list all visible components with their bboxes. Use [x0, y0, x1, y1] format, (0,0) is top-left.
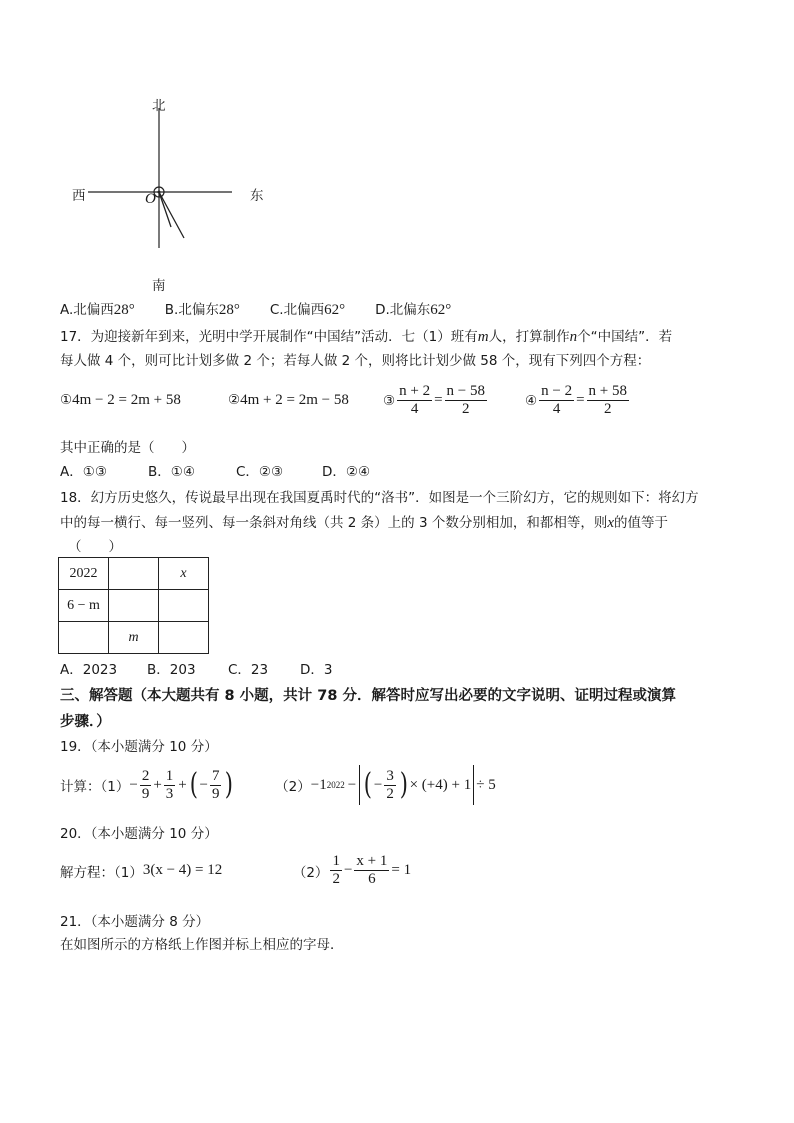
q16-option-b: B.北偏东28°	[164, 302, 240, 318]
origin-label: O	[145, 191, 156, 207]
q20-header: 20．（本小题满分 10 分）	[60, 826, 218, 842]
magic-square	[58, 557, 209, 654]
eq4-left-fraction: $\frac{n - 2}{4}$	[541, 383, 573, 417]
q17-line2: 每人做 4 个，则可比计划多做 2 个；若每人做 2 个，则将比计划少做 58 个，现有下列四个方程：	[60, 353, 651, 369]
q17-option-d: D．②④	[322, 464, 371, 480]
q17-eq1: ①4m − 2 = 2m + 58	[60, 392, 181, 408]
q19-fraction-4: $\frac{3}{2}$	[386, 767, 394, 802]
section3-title-line1: 三、解答题（本大题共有 8 小题，共计 78 分．解答时应写出必要的文字说明、证明过程或演算	[60, 688, 676, 704]
west-label: 西	[72, 188, 86, 204]
magic-cell: m	[109, 622, 159, 654]
q16-option-d: D.北偏东62°	[375, 302, 452, 318]
q19-label: 计算：（1）	[60, 779, 130, 795]
magic-cell	[159, 590, 209, 622]
magic-cell	[109, 558, 159, 590]
q20-fraction-1: $\frac{1}{2}$	[332, 853, 340, 887]
q18-line2: 中的每一横行、每一竖列、每一条斜对角线（共 2 条）上的 3 个数分别相加，和都相等，则x的值等于	[60, 515, 669, 531]
magic-cell	[159, 622, 209, 654]
q19-expressions: 计算：（1） − $\frac{2}{9}$ + $\frac{1}{3}$ + ( − $\frac{7}{9}$ ) （2） −1 2022 − ( − $\frac{3}{2}$ ) × (+4) + 1 ÷ 5	[60, 765, 496, 805]
magic-row	[59, 622, 209, 654]
q19-header: 19．（本小题满分 10 分）	[60, 739, 218, 755]
q17-equations	[60, 383, 631, 418]
magic-cell: 2022	[59, 558, 109, 590]
section3-title-line2: 步骤．）	[60, 714, 111, 730]
q19-fraction-3: $\frac{7}{9}$	[211, 767, 220, 802]
q17-options	[60, 460, 370, 480]
q21-header: 21．（本小题满分 8 分）	[60, 914, 210, 930]
q19-fraction-1: $\frac{2}{9}$	[141, 767, 150, 802]
north-label: 北	[152, 98, 166, 114]
magic-cell	[59, 622, 109, 654]
q20-part2-label: （2）	[292, 864, 329, 881]
magic-cell: 6 − m	[59, 590, 109, 622]
direction-figure	[60, 88, 300, 296]
q18-option-c: C．23	[228, 662, 269, 678]
q18-line1: 18．幻方历史悠久，传说最早出现在我国夏禹时代的“洛书”．如图是一个三阶幻方，它的规则如下：将幻方	[60, 490, 699, 506]
q20-fraction-2: $\frac{x + 1}{6}$	[356, 853, 388, 887]
q18-option-b: B．203	[147, 662, 196, 678]
compass-diagram	[60, 88, 300, 296]
q17-eq4: ④ $\frac{n - 2}{4}$ = $\frac{n + 58}{2}$	[525, 383, 628, 417]
q21-text: 在如图所示的方格纸上作图并标上相应的字母．	[60, 937, 344, 953]
q17-option-a: A．①③	[60, 464, 107, 480]
q19-fraction-2: $\frac{1}{3}$	[165, 767, 174, 802]
ray-1	[159, 192, 184, 238]
q20-equations: 解方程：（1） 3(x − 4) = 12 （2） $\frac{1}{2}$ − $\frac{x + 1}{6}$ = 1	[60, 853, 412, 887]
q18-option-a: A．2023	[60, 662, 118, 678]
q19-part2-label: （2）	[275, 779, 311, 795]
south-label: 南	[152, 278, 166, 294]
q17-eq3: ③ $\frac{n + 2}{4}$ = $\frac{n - 58}{2}$	[383, 383, 486, 417]
q18-options	[60, 658, 332, 678]
q20-label: 解方程：（1）	[60, 864, 143, 881]
q17-eq2: ②4m + 2 = 2m − 58	[228, 392, 349, 408]
magic-row	[59, 590, 209, 622]
eq3-right-fraction: $\frac{n - 58}{2}$	[446, 383, 486, 417]
eq4-right-fraction: $\frac{n + 58}{2}$	[588, 383, 628, 417]
q17-question: 其中正确的是（ ）	[60, 440, 195, 456]
q17-line1: 17．为迎接新年到来，光明中学开展制作“中国结”活动．七（1）班有m人，打算制作n个“中国结”．若	[60, 329, 673, 345]
q16-option-a: A.北偏西28°	[60, 302, 135, 318]
q16-option-c: C.北偏西62°	[269, 302, 346, 318]
magic-cell	[109, 590, 159, 622]
q16-options	[60, 298, 451, 319]
q18-option-d: D．3	[300, 662, 333, 678]
eq3-left-fraction: $\frac{n + 2}{4}$	[399, 383, 431, 417]
q20-eq1: 3(x − 4) = 12	[142, 862, 223, 878]
east-label: 东	[250, 188, 264, 204]
magic-row	[59, 558, 209, 590]
magic-cell: x	[159, 558, 209, 590]
q17-option-b: B．①④	[148, 464, 195, 480]
q18-line3: （ ）	[68, 539, 122, 555]
q17-option-c: C．②③	[236, 464, 284, 480]
